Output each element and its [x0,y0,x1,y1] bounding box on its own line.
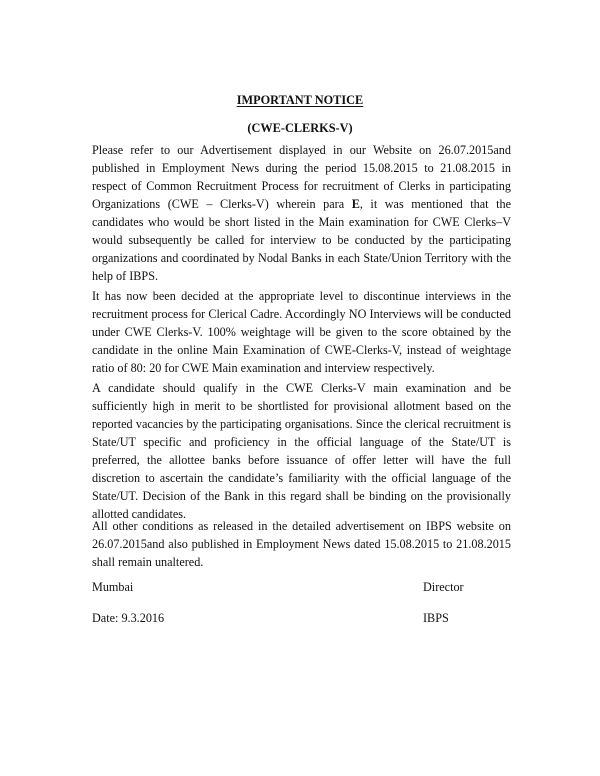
paragraph-advertisement-reference [92,141,511,285]
paragraph-qualification: A candidate should qualify in the CWE Clerks-V main examination and be sufficiently high in merit to be shortlisted for provisional allotment based on the reported vacancies by the participating organisations. Since the clerical recruitment is State/UT specific and proficiency in the official language of the State/UT is preferred, the allottee banks before issuance of offer letter will have the full discretion to ascertain the candidate’s familiarity with the official language of the State/UT. Decision of the Bank in this regard shall be binding on the provisionally allotted candidates. [92,381,511,521]
organisation-label: IBPS [423,611,449,625]
date-label: Date: 9.3.2016 [92,611,165,625]
paragraph-other-conditions: All other conditions as released in the detailed advertisement on IBPS website on 26.07.2015and also published in Employment News dated 15.08.2015 to 21.08.2015 shall remain unaltered. [92,519,511,569]
notice-title: IMPORTANT NOTICE [236,93,364,107]
paragraph-1-bold-para: E [351,197,360,211]
paragraph-1-text-a: Please refer to our Advertisement displayed in our Website on 26.07.2015and published in Employment News during the period 15.08.2015 to 21.08.2015 in respect of Common Recruitment Process for recruitment of Clerks in participating Organizations (CWE – Clerks-V) wherein para [92,143,511,211]
paragraph-interview-discontinued: It has now been decided at the appropriate level to discontinue interviews in the recruitment process for Clerical Cadre. Accordingly NO Interviews will be conducted under CWE Clerks-V. 100% weightage will be given to the score obtained by the candidate in the online Main Examination of CWE-Clerks-V, instead of weightage ratio of 80: 20 for CWE Main examination and interview respectively. [92,289,511,375]
paragraph-1-text-b: , it was mentioned that the candidates who would be short listed in the Main examination for CWE Clerks–V would subsequently be called for interview to be conducted by the participating organizations and coordinated by Nodal Banks in each State/Union Territory with the help of IBPS. [92,197,511,283]
place-label: Mumbai [92,580,134,594]
notice-subtitle: (CWE-CLERKS-V) [247,121,353,135]
designation-label: Director [423,580,464,594]
